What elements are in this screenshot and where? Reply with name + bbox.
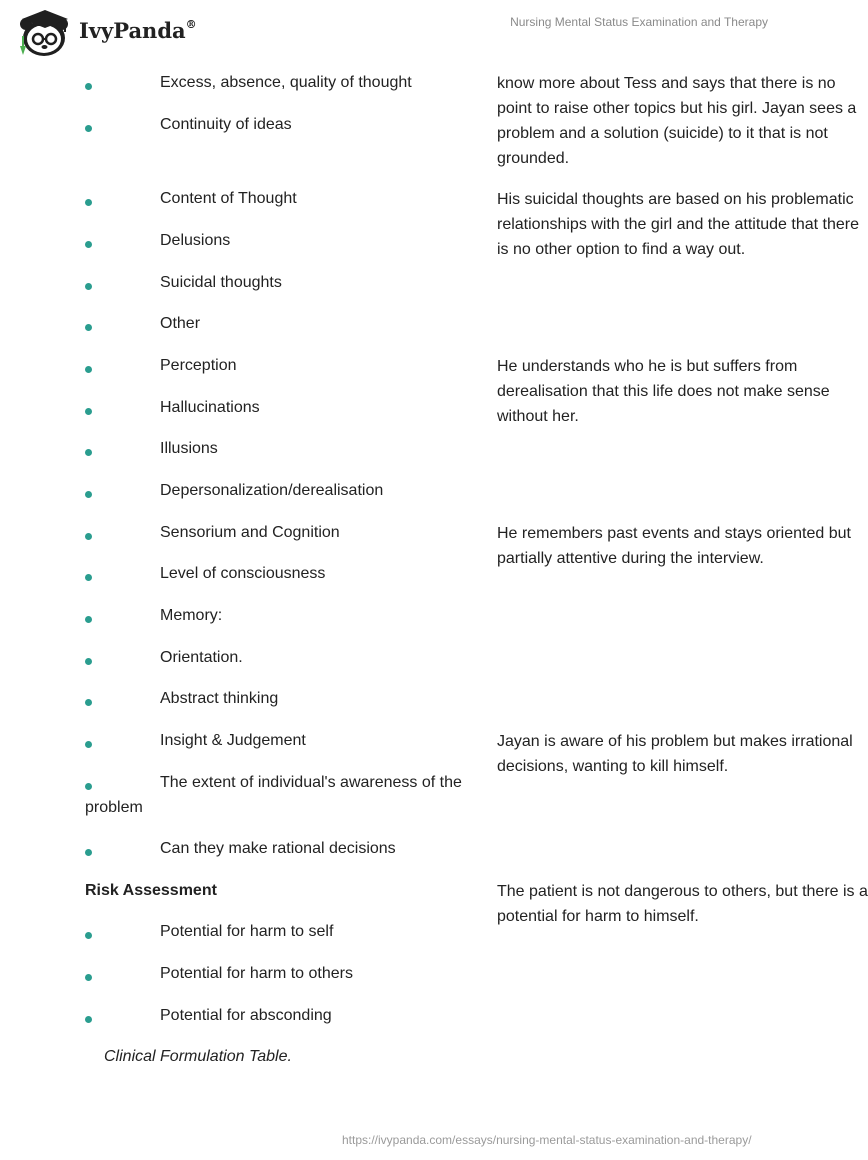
paragraph-line: relationships with the girl and the attitude that there [497, 216, 859, 233]
paragraph-line: is no other option to find a way out. [497, 241, 746, 258]
bullet-icon [85, 408, 92, 415]
assessment-paragraph [497, 71, 857, 171]
bullet-icon [85, 449, 92, 456]
list-item: Continuity of ideas [160, 116, 292, 133]
bullet-icon [85, 783, 92, 790]
bullet-icon [85, 932, 92, 939]
list-item: Level of consciousness [160, 565, 326, 582]
paragraph-line: decisions, wanting to kill himself. [497, 758, 729, 775]
document-title: Nursing Mental Status Examination and Therapy [510, 15, 768, 29]
paragraph-line: partially attentive during the interview. [497, 550, 764, 567]
bullet-icon [85, 849, 92, 856]
list-item: Hallucinations [160, 399, 260, 416]
list-item: Memory: [160, 607, 223, 624]
assessment-paragraph [497, 521, 851, 571]
list-item-continuation: problem [85, 799, 143, 816]
paragraph-line: potential for harm to himself. [497, 908, 699, 925]
bullet-icon [85, 241, 92, 248]
bullet-icon [85, 1016, 92, 1023]
list-item: Can they make rational decisions [160, 840, 396, 857]
list-item: Potential for harm to others [160, 965, 353, 982]
assessment-paragraph [497, 187, 859, 262]
bullet-icon [85, 83, 92, 90]
list-item: Orientation. [160, 649, 243, 666]
paragraph-line: Jayan is aware of his problem but makes irrational [497, 733, 853, 750]
list-item: Potential for harm to self [160, 923, 334, 940]
footer-source-link[interactable]: https://ivypanda.com/essays/nursing-mental-status-examination-and-therapy/ [342, 1133, 752, 1147]
bullet-icon [85, 974, 92, 981]
right-column [497, 0, 868, 1100]
bullet-icon [85, 616, 92, 623]
risk-assessment-heading: Risk Assessment [85, 882, 217, 899]
bullet-icon [85, 491, 92, 498]
bullet-icon [85, 658, 92, 665]
bullet-icon [85, 533, 92, 540]
bullet-icon [85, 125, 92, 132]
bullet-icon [85, 741, 92, 748]
bullet-icon [85, 366, 92, 373]
list-item: Potential for absconding [160, 1007, 332, 1024]
paragraph-line: point to raise other topics but his girl. Jayan sees a [497, 100, 857, 117]
paragraph-line: without her. [497, 408, 579, 425]
assessment-paragraph [497, 729, 853, 779]
bullet-icon [85, 199, 92, 206]
list-item: Delusions [160, 232, 231, 249]
list-item: Abstract thinking [160, 690, 279, 707]
list-item: The extent of individual's awareness of the [160, 774, 462, 791]
list-item: Suicidal thoughts [160, 274, 282, 291]
paragraph-line: grounded. [497, 150, 570, 167]
paragraph-line: The patient is not dangerous to others, but there is a [497, 883, 868, 900]
list-item: Illusions [160, 440, 218, 457]
bullet-icon [85, 324, 92, 331]
list-item: Depersonalization/derealisation [160, 482, 384, 499]
paragraph-line: He remembers past events and stays oriented but [497, 525, 851, 542]
bullet-icon [85, 574, 92, 581]
bullet-icon [85, 699, 92, 706]
list-item: Content of Thought [160, 190, 297, 207]
list-item: Perception [160, 357, 237, 374]
bullet-icon [85, 283, 92, 290]
panda-logo-icon[interactable] [14, 8, 76, 58]
list-item: Other [160, 315, 201, 332]
brand-name[interactable]: IvyPanda® [79, 18, 197, 43]
paragraph-line: know more about Tess and says that there is no [497, 75, 836, 92]
table-caption: Clinical Formulation Table. [104, 1048, 292, 1065]
paragraph-line: problem and a solution (suicide) to it that is not [497, 125, 828, 142]
paragraph-line: His suicidal thoughts are based on his problematic [497, 191, 854, 208]
list-item: Excess, absence, quality of thought [160, 74, 412, 91]
assessment-paragraph [497, 879, 868, 929]
list-item: Insight & Judgement [160, 732, 306, 749]
paragraph-line: He understands who he is but suffers from [497, 358, 798, 375]
paragraph-line: derealisation that this life does not make sense [497, 383, 830, 400]
list-item: Sensorium and Cognition [160, 524, 340, 541]
assessment-paragraph [497, 354, 837, 429]
